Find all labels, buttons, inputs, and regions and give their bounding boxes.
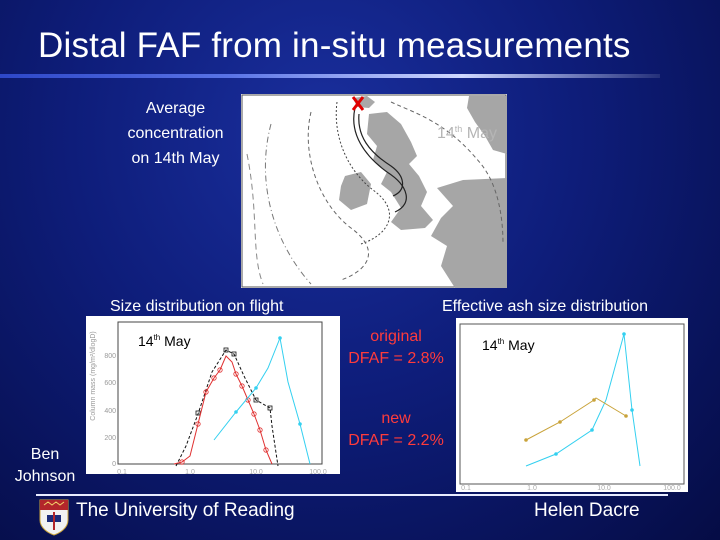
slide-title: Distal FAF from in-situ measurements — [38, 26, 631, 65]
olive-series-point — [524, 438, 528, 442]
author-first-name: Ben — [30, 446, 60, 463]
map-date-annotation: 14th May — [437, 124, 497, 142]
y-tick-label: 600 — [104, 380, 116, 387]
cyan-series-point — [554, 452, 558, 456]
cyan-series-point — [630, 408, 634, 412]
new-dfaf-value: DFAF = 2.2% — [348, 432, 444, 449]
x-tick-label: 10.0 — [249, 469, 263, 474]
cyan-series-point — [622, 332, 626, 336]
cyan-series-point — [254, 386, 258, 390]
university-crest-icon — [38, 498, 70, 536]
author-last-name: Johnson — [14, 468, 76, 485]
x-tick-label: 0.1 — [461, 485, 471, 492]
size-distribution-chart — [86, 316, 340, 474]
x-tick-label: 100.0 — [309, 469, 327, 474]
right-chart-date-annotation: 14th May — [482, 337, 535, 353]
x-tick-label: 10.0 — [597, 485, 611, 492]
olive-series-point — [592, 398, 596, 402]
x-tick-label: 1.0 — [185, 469, 195, 474]
y-tick-label: 800 — [104, 353, 116, 360]
map-label-line-2: concentration — [127, 125, 224, 142]
cyan-series-point — [298, 422, 302, 426]
left-chart-date-annotation: 14th May — [138, 333, 191, 349]
new-dfaf-note — [336, 408, 456, 452]
concentration-map — [241, 94, 507, 288]
title-underline — [0, 74, 660, 78]
x-tick-label: 100.0 — [663, 485, 681, 492]
cyan-series-point — [234, 410, 238, 414]
y-axis-label: Column mass (mg/m²/dlogD) — [90, 331, 97, 421]
x-tick-label: 1.0 — [527, 485, 537, 492]
cyan-series-point — [278, 336, 282, 340]
size-distribution-label: Size distribution on flight — [110, 298, 284, 315]
y-tick-label: 0 — [112, 461, 116, 468]
effective-distribution-chart — [456, 318, 688, 492]
cyan-series-point — [590, 428, 594, 432]
effective-distribution-plot — [456, 318, 688, 492]
map-label-line-1: Average — [145, 100, 206, 117]
original-label: original — [370, 328, 422, 345]
map-label — [108, 96, 243, 171]
university-name: The University of Reading — [76, 500, 295, 521]
map-label-line-3: on 14th May — [131, 150, 220, 167]
author-credit — [6, 444, 84, 488]
size-distribution-plot — [86, 316, 340, 474]
x-tick-label: 0.1 — [117, 469, 127, 474]
footer-rule — [36, 494, 668, 496]
y-tick-label: 400 — [104, 408, 116, 415]
effective-distribution-label: Effective ash size distribution — [442, 298, 649, 315]
olive-series-point — [558, 420, 562, 424]
original-dfaf-note — [336, 326, 456, 370]
y-tick-label: 200 — [104, 435, 116, 442]
olive-series-point — [624, 414, 628, 418]
original-dfaf-value: DFAF = 2.8% — [348, 350, 444, 367]
presenter-name: Helen Dacre — [534, 500, 640, 521]
map-graphic — [241, 94, 507, 288]
new-label: new — [381, 410, 411, 427]
